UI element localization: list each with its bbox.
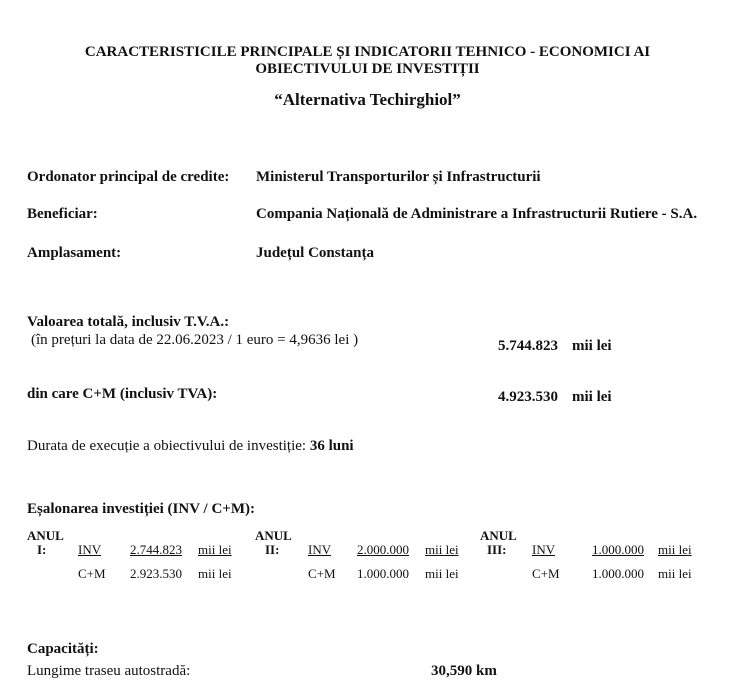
year3-inv-value: 1.000.000 xyxy=(592,542,644,557)
year1-cm-unit: mii lei xyxy=(198,566,232,581)
doc-title-line1: CARACTERISTICILE PRINCIPALE ȘI INDICATORII TEHNICO - ECONOMICI AI xyxy=(84,44,651,60)
year1-inv-label: INV xyxy=(78,542,102,557)
year3-cm-label: C+M xyxy=(532,566,560,581)
amplasament-label: Amplasament: xyxy=(27,245,122,261)
valoare-label: Valoarea totală, inclusiv T.V.A.: xyxy=(27,314,230,330)
year1-num: I: xyxy=(37,542,47,557)
esalonare-title: Eșalonarea investiției (INV / C+M): xyxy=(27,501,255,517)
cm-amount: 4.923.530 xyxy=(498,389,558,405)
cm-label: din care C+M (inclusiv TVA): xyxy=(27,386,218,402)
year2-cm-unit: mii lei xyxy=(425,566,459,581)
year1-anul: ANUL xyxy=(27,528,64,543)
year3-anul: ANUL xyxy=(480,528,517,543)
year2-cm-value: 1.000.000 xyxy=(357,566,409,581)
valoare-unit: mii lei xyxy=(572,338,612,354)
year1-cm-value: 2.923.530 xyxy=(130,566,182,581)
year3-num: III: xyxy=(487,542,507,557)
year1-cm-label: C+M xyxy=(78,566,106,581)
year3-inv-unit: mii lei xyxy=(658,542,692,557)
year1-inv-unit: mii lei xyxy=(198,542,232,557)
year2-anul: ANUL xyxy=(255,528,292,543)
beneficiar-label: Beneficiar: xyxy=(27,206,98,222)
cm-unit: mii lei xyxy=(572,389,612,405)
lungime-value: 30,590 km xyxy=(431,663,497,679)
year2-inv-unit: mii lei xyxy=(425,542,459,557)
ordonator-value: Ministerul Transporturilor și Infrastructurii xyxy=(256,169,541,185)
durata-line xyxy=(27,438,354,455)
capacitati-title: Capacități: xyxy=(27,641,99,657)
durata-text: Durata de execuție a obiectivului de investiție: xyxy=(27,438,310,454)
year3-cm-value: 1.000.000 xyxy=(592,566,644,581)
year2-inv-label: INV xyxy=(308,542,332,557)
amplasament-value: Județul Constanța xyxy=(256,245,374,261)
lungime-label: Lungime traseu autostradă: xyxy=(27,663,191,679)
doc-title-line2: OBIECTIVULUI DE INVESTIȚII xyxy=(255,61,480,77)
year3-inv-label: INV xyxy=(532,542,556,557)
beneficiar-value: Compania Națională de Administrare a Infrastructurii Rutiere - S.A. xyxy=(256,206,698,222)
year2-cm-label: C+M xyxy=(308,566,336,581)
year2-inv-value: 2.000.000 xyxy=(357,542,409,557)
doc-subtitle: “Alternativa Techirghiol” xyxy=(274,90,461,109)
durata-value: 36 luni xyxy=(309,438,354,454)
year2-num: II: xyxy=(265,542,280,557)
year3-cm-unit: mii lei xyxy=(658,566,692,581)
year1-inv-value: 2.744.823 xyxy=(130,542,182,557)
valoare-note: (în prețuri la data de 22.06.2023 / 1 euro = 4,9636 lei ) xyxy=(31,332,359,348)
valoare-amount: 5.744.823 xyxy=(498,338,558,354)
ordonator-label: Ordonator principal de credite: xyxy=(27,169,230,185)
